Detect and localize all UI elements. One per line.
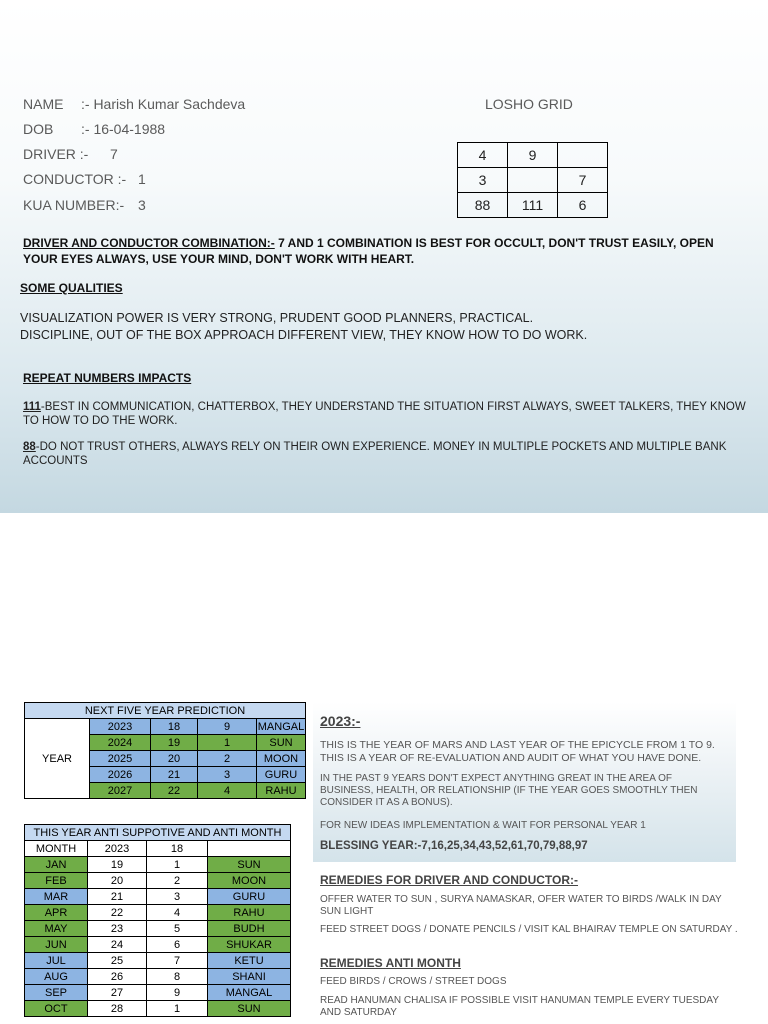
table-cell: 20: [151, 751, 198, 767]
table-cell: 23: [88, 921, 147, 937]
losho-cell: 7: [558, 168, 608, 193]
table-cell: AUG: [25, 969, 88, 985]
table-cell: JUL: [25, 953, 88, 969]
repeat-88-text: -DO NOT TRUST OTHERS, ALWAYS RELY ON THEIR OWN EXPERIENCE. MONEY IN MULTIPLE POCKETS AND MULTIPLE BANK ACCOUNTS: [23, 441, 727, 467]
qualities-line: VISUALIZATION POWER IS VERY STRONG, PRUDENT GOOD PLANNERS, PRACTICAL.: [20, 311, 534, 325]
table-cell: 1: [198, 735, 257, 751]
table-cell: 3: [198, 767, 257, 783]
table-cell: 2027: [90, 783, 151, 799]
combination-text: [23, 235, 723, 267]
table-cell: BUDH: [208, 921, 291, 937]
next-five-year-table: [24, 702, 306, 799]
table-cell: 2: [147, 873, 208, 889]
losho-cell: [558, 143, 608, 168]
table-cell: 22: [151, 783, 198, 799]
repeat-111-number: 111: [23, 401, 41, 413]
anti-month-title: THIS YEAR ANTI SUPPOTIVE AND ANTI MONTH: [25, 825, 291, 841]
dob-value: :- 16-04-1988: [81, 121, 166, 137]
losho-cell: 88: [458, 193, 508, 218]
table-cell: 1: [147, 1001, 208, 1017]
table-header: 2023: [88, 841, 147, 857]
table-header: [208, 841, 291, 857]
losho-grid-title: LOSHO GRID: [485, 96, 573, 112]
table-cell: MOON: [257, 751, 306, 767]
table-cell: 28: [88, 1001, 147, 1017]
losho-cell: [508, 168, 558, 193]
conductor-label: CONDUCTOR :-: [23, 171, 127, 187]
table-cell: 2025: [90, 751, 151, 767]
table-cell: 7: [147, 953, 208, 969]
table-cell: MANGAL: [257, 720, 305, 733]
table-cell: RAHU: [257, 783, 306, 799]
table-cell: KETU: [208, 953, 291, 969]
repeat-111: [23, 400, 753, 428]
blessing-years: BLESSING YEAR:-7,16,25,34,43,52,61,70,79,88,97: [320, 840, 588, 852]
kua-label: KUA NUMBER:-: [23, 197, 125, 213]
table-cell: 25: [88, 953, 147, 969]
table-cell: 9: [147, 985, 208, 1001]
qualities-line: DISCIPLINE, OUT OF THE BOX APPROACH DIFFERENT VIEW, THEY KNOW HOW TO DO WORK.: [20, 328, 588, 342]
table-cell: 3: [147, 889, 208, 905]
table-cell: 9: [198, 719, 257, 735]
table-cell: 4: [198, 783, 257, 799]
table-cell: SUN: [257, 735, 306, 751]
table-cell: 8: [147, 969, 208, 985]
table-cell: 2024: [90, 735, 151, 751]
next-five-title: NEXT FIVE YEAR PREDICTION: [25, 703, 306, 719]
year-2023-para: THIS IS THE YEAR OF MARS AND LAST YEAR OF THE EPICYCLE FROM 1 TO 9. THIS IS A YEAR OF RE-EVALUATION AND AUDIT OF WHAT YOU HAVE DONE.: [320, 739, 715, 764]
table-header: MONTH: [25, 841, 88, 857]
table-cell: MAY: [25, 921, 88, 937]
driver-value: 7: [110, 146, 118, 162]
combination-label: DRIVER AND CONDUCTOR COMBINATION:-: [23, 236, 275, 250]
dob-label: DOB: [23, 121, 54, 137]
name-value: :- Harish Kumar Sachdeva: [81, 96, 246, 112]
table-cell: 1: [147, 857, 208, 873]
name-label: NAME: [23, 96, 64, 112]
table-cell: 27: [88, 985, 147, 1001]
table-cell: FEB: [25, 873, 88, 889]
conductor-value: 1: [138, 171, 146, 187]
remedy-item: FEED BIRDS / CROWS / STREET DOGS: [320, 976, 507, 987]
table-cell: 18: [151, 719, 198, 735]
table-cell: 2: [198, 751, 257, 767]
table-cell: 26: [88, 969, 147, 985]
table-cell: 19: [88, 857, 147, 873]
table-header: 18: [147, 841, 208, 857]
repeat-88: [23, 440, 753, 468]
remedies-anti-title: REMEDIES ANTI MONTH: [320, 956, 461, 970]
table-cell: OCT: [25, 1001, 88, 1017]
table-cell: GURU: [208, 889, 291, 905]
repeat-title: REPEAT NUMBERS IMPACTS: [23, 371, 192, 385]
table-cell: 24: [88, 937, 147, 953]
table-cell: 2026: [90, 767, 151, 783]
table-cell: 19: [151, 735, 198, 751]
table-cell: MANGAL: [208, 985, 291, 1001]
combination-body: 7 AND 1 COMBINATION IS BEST FOR OCCULT, DON'T TRUST EASILY, OPEN YOUR EYES ALWAYS, USE YOUR MIND, DON'T WORK WITH HEART.: [23, 236, 714, 266]
repeat-111-text: -BEST IN COMMUNICATION, CHATTERBOX, THEY UNDERSTAND THE SITUATION FIRST ALWAYS, SWEET TALKERS, THEY KNOW TO HOW TO DO THE WORK.: [23, 401, 746, 427]
table-cell: 20: [88, 873, 147, 889]
table-cell: RAHU: [208, 905, 291, 921]
table-cell: 6: [147, 937, 208, 953]
table-cell: SHANI: [208, 969, 291, 985]
remedies-driver-title: REMEDIES FOR DRIVER AND CONDUCTOR:-: [320, 873, 579, 887]
table-cell: 5: [147, 921, 208, 937]
table-cell: GURU: [257, 767, 306, 783]
table-cell: SUN: [208, 857, 291, 873]
driver-label: DRIVER :-: [23, 146, 89, 162]
qualities-title: SOME QUALITIES: [20, 281, 123, 295]
losho-cell: 4: [458, 143, 508, 168]
table-cell: JAN: [25, 857, 88, 873]
repeat-88-number: 88: [23, 441, 36, 453]
table-cell: 21: [88, 889, 147, 905]
table-cell: MAR: [25, 889, 88, 905]
kua-value: 3: [138, 197, 146, 213]
losho-cell: 6: [558, 193, 608, 218]
losho-grid: [457, 142, 608, 218]
table-cell: 4: [147, 905, 208, 921]
anti-month-table: [24, 824, 291, 1017]
table-cell: 22: [88, 905, 147, 921]
table-cell: 2023: [90, 719, 151, 735]
table-cell: APR: [25, 905, 88, 921]
year-2023-para: FOR NEW IDEAS IMPLEMENTATION & WAIT FOR PERSONAL YEAR 1: [320, 820, 646, 831]
table-cell: SEP: [25, 985, 88, 1001]
remedy-item: READ HANUMAN CHALISA IF POSSIBLE VISIT HANUMAN TEMPLE EVERY TUESDAY AND SATURDAY: [320, 995, 719, 1018]
losho-cell: 3: [458, 168, 508, 193]
table-cell: MOON: [208, 873, 291, 889]
losho-cell: 111: [508, 193, 558, 218]
year-row-label: YEAR: [25, 719, 90, 799]
table-cell: SUN: [208, 1001, 291, 1017]
remedy-item: FEED STREET DOGS / DONATE PENCILS / VISIT KAL BHAIRAV TEMPLE ON SATURDAY .: [320, 924, 738, 935]
table-cell: 21: [151, 767, 198, 783]
year-2023-para: IN THE PAST 9 YEARS DON'T EXPECT ANYTHING GREAT IN THE AREA OF BUSINESS, HEALTH, OR RELATIONSHIP (IF THE YEAR GOES SMOOTHLY THEN CONSIDER IT AS A BONUS).: [320, 773, 698, 808]
year-2023-title: 2023:-: [320, 713, 361, 729]
table-cell: JUN: [25, 937, 88, 953]
table-cell: SHUKAR: [208, 937, 291, 953]
losho-cell: 9: [508, 143, 558, 168]
remedy-item: OFFER WATER TO SUN , SURYA NAMASKAR, OFER WATER TO BIRDS /WALK IN DAY SUN LIGHT: [320, 894, 722, 917]
